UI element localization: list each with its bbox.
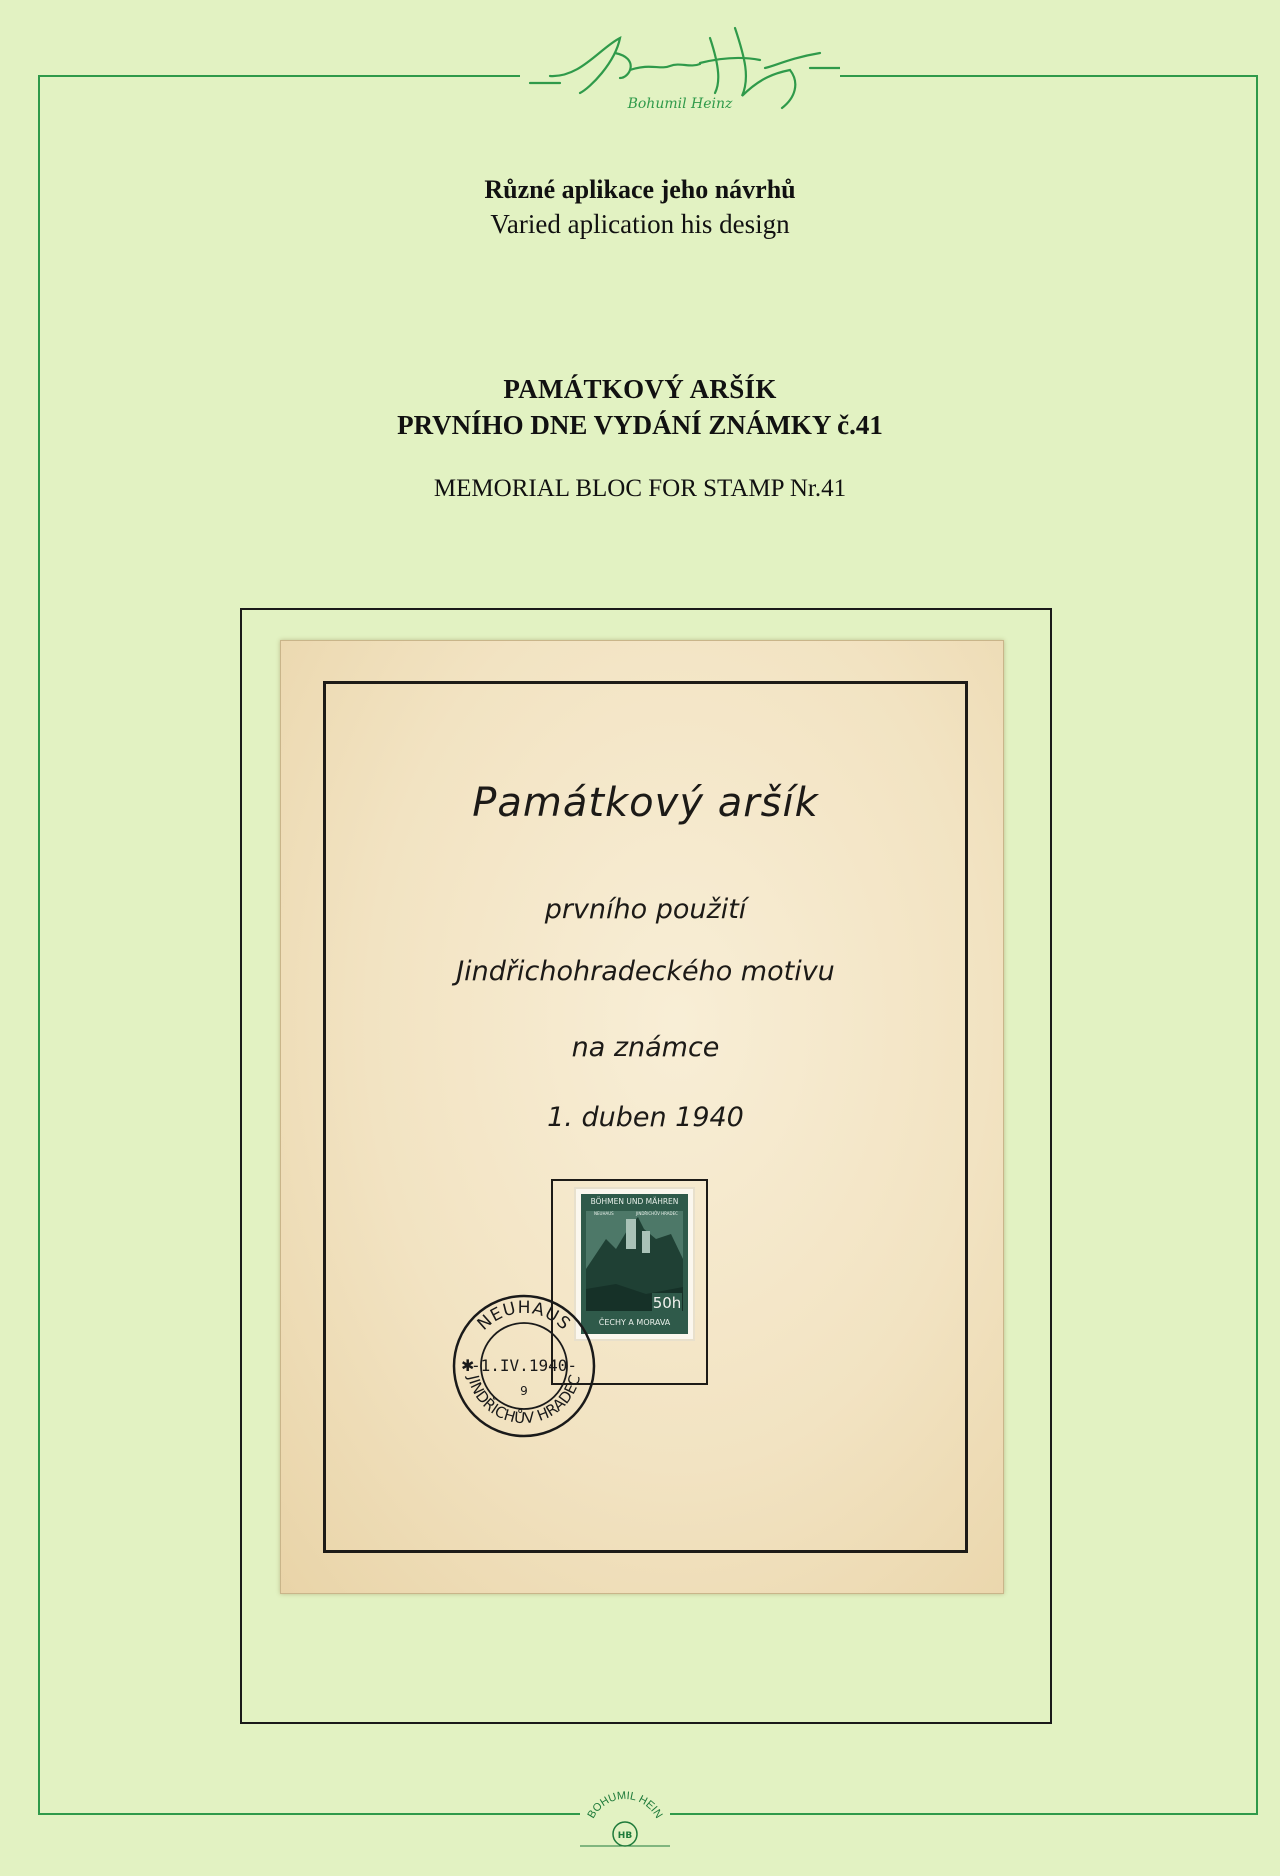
card-line-4: na známce [571,1032,720,1063]
memorial-card [280,640,1004,1594]
svg-text:9: 9 [520,1384,528,1398]
signature-graphic [520,8,840,118]
svg-text:ČECHY A MORAVA: ČECHY A MORAVA [598,1318,671,1327]
footer-seal [580,1776,670,1856]
seal-icon [580,1776,670,1856]
svg-text:50h: 50h [652,1294,682,1312]
svg-text:NEUHAUS: NEUHAUS [594,1211,614,1216]
signature [520,8,840,118]
card-title: Památkový aršík [472,780,819,826]
postmark-graphic [449,1291,599,1441]
exhibit-title-line1: PAMÁTKOVÝ ARŠÍK [503,374,777,404]
svg-text:-1.IV.1940-: -1.IV.1940- [471,1356,577,1375]
exhibit-title-line2: PRVNÍHO DNE VYDÁNÍ ZNÁMKY č.41 [397,410,883,440]
svg-text:BÖHMEN UND MÄHREN: BÖHMEN UND MÄHREN [590,1197,679,1206]
card-date: 1. duben 1940 [547,1102,744,1133]
svg-text:JINDŘICHŮV HRADEC: JINDŘICHŮV HRADEC [464,1372,585,1428]
header-title-en: Varied aplication his design [490,209,790,239]
svg-text:HB: HB [617,1831,633,1841]
svg-text:BOHUMIL HEIN: BOHUMIL HEIN [585,1789,665,1821]
postmark-cancel [449,1291,599,1441]
svg-text:JINDŘICHŮV HRADEC: JINDŘICHŮV HRADEC [636,1211,678,1216]
svg-text:Bohumil Heinz: Bohumil Heinz [627,96,733,112]
svg-text:✱: ✱ [461,1356,475,1375]
exhibit-subtitle: MEMORIAL BLOC FOR STAMP Nr.41 [433,475,847,502]
header-title-cz: Různé aplikace jeho návrhů [484,175,796,204]
card-border [323,681,968,1553]
card-line-3: Jindřichohradeckého motivu [456,956,835,987]
card-line-2: prvního použití [544,894,747,925]
svg-text:NEUHAUS: NEUHAUS [473,1297,575,1335]
